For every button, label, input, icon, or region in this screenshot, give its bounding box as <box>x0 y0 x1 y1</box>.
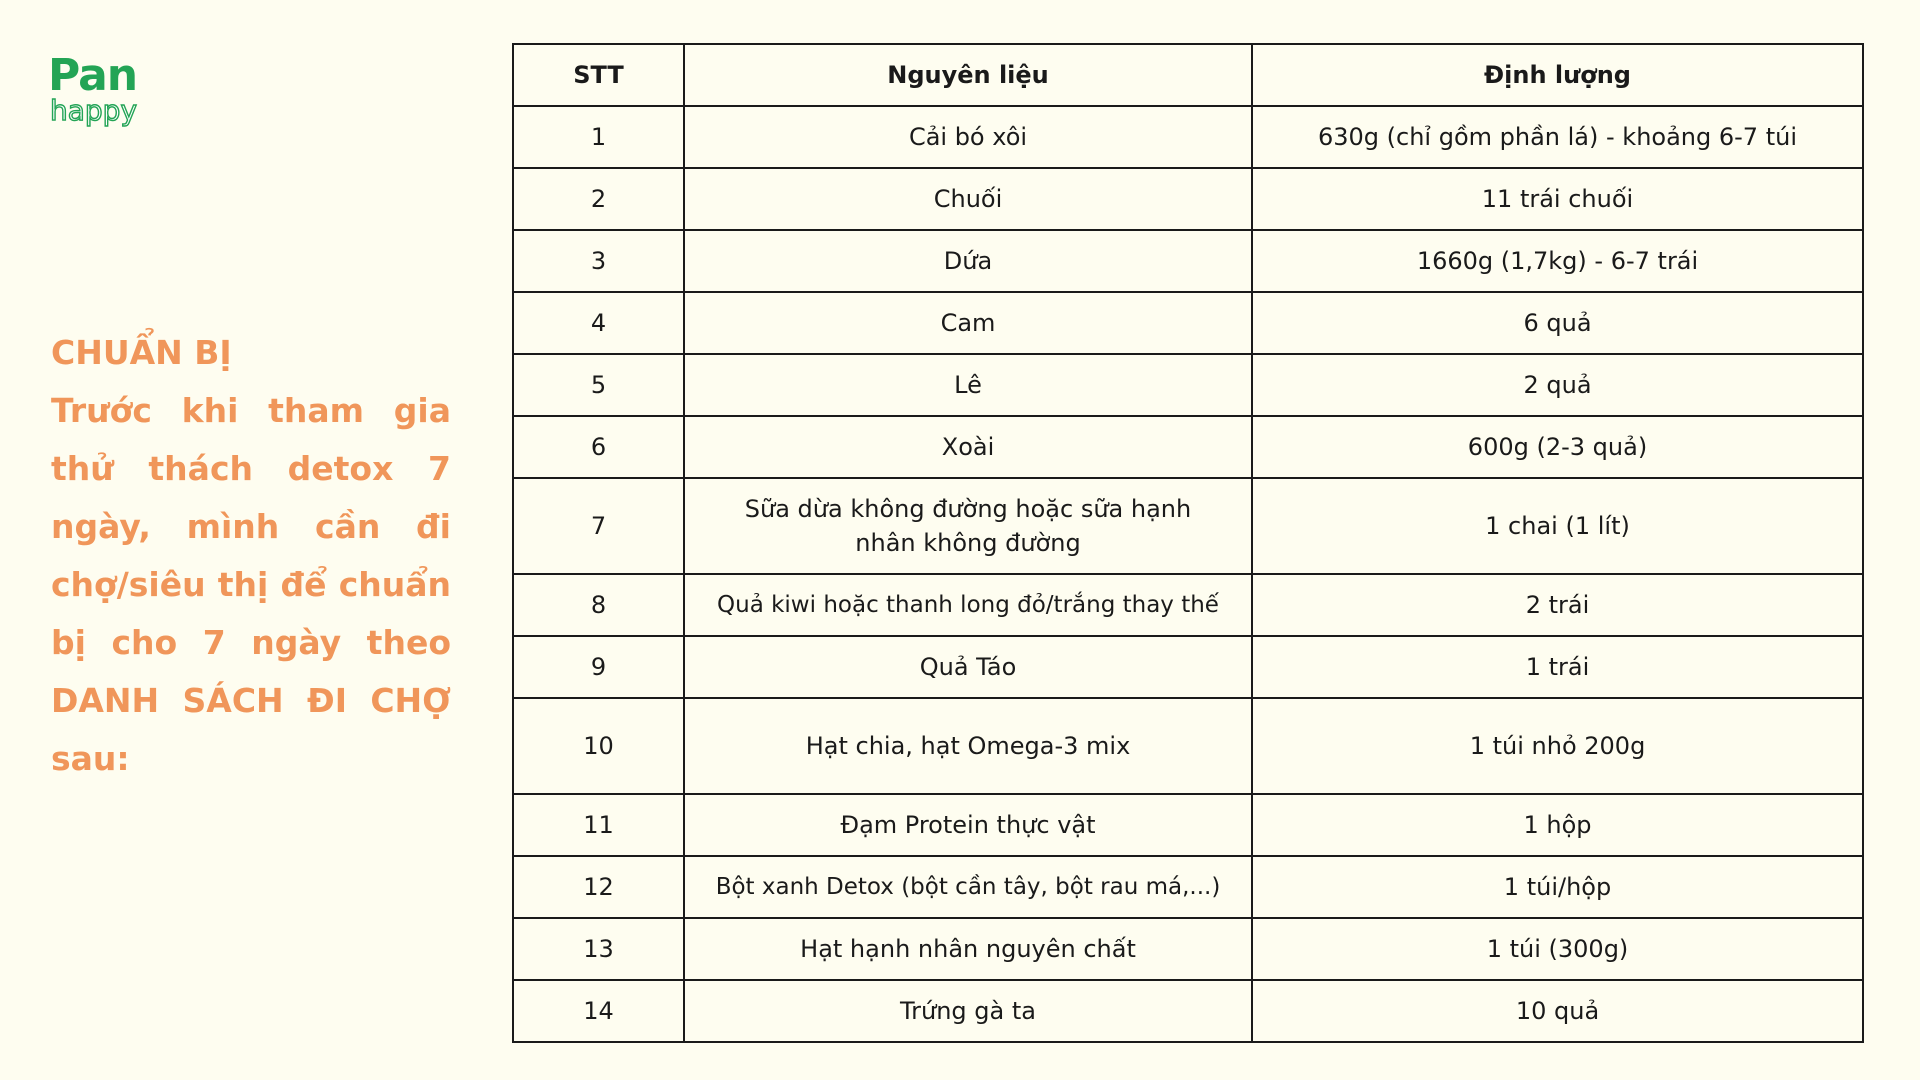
shopping-list-table <box>512 43 1864 1043</box>
cell-amount: 1 túi (300g) <box>1252 918 1863 980</box>
cell-ingredient: Chuối <box>684 168 1252 230</box>
cell-ingredient: Quả kiwi hoặc thanh long đỏ/trắng thay thế <box>684 574 1252 636</box>
brand-tagline: happy <box>50 94 138 127</box>
table-row <box>513 478 1863 574</box>
cell-stt: 2 <box>513 168 684 230</box>
brand-logo <box>48 50 168 130</box>
cell-amount: 630g (chỉ gồm phần lá) - khoảng 6-7 túi <box>1252 106 1863 168</box>
cell-amount: 600g (2-3 quả) <box>1252 416 1863 478</box>
cell-amount: 1 túi nhỏ 200g <box>1252 698 1863 794</box>
cell-stt: 7 <box>513 478 684 574</box>
header-stt: STT <box>513 44 684 106</box>
intro-body: Trước khi tham gia thử thách detox 7 ngày, mình cần đi chợ/siêu thị để chuẩn bị cho 7 ngày theo DANH SÁCH ĐI CHỢ sau: <box>51 391 451 778</box>
cell-ingredient: Sữa dừa không đường hoặc sữa hạnh nhân không đường <box>684 478 1252 574</box>
cell-amount: 1 hộp <box>1252 794 1863 856</box>
table-row <box>513 354 1863 416</box>
cell-ingredient: Cam <box>684 292 1252 354</box>
cell-ingredient: Cải bó xôi <box>684 106 1252 168</box>
cell-ingredient: Trứng gà ta <box>684 980 1252 1042</box>
cell-amount: 1660g (1,7kg) - 6-7 trái <box>1252 230 1863 292</box>
cell-amount: 2 quả <box>1252 354 1863 416</box>
cell-stt: 11 <box>513 794 684 856</box>
cell-ingredient: Lê <box>684 354 1252 416</box>
cell-stt: 6 <box>513 416 684 478</box>
cell-stt: 5 <box>513 354 684 416</box>
cell-stt: 8 <box>513 574 684 636</box>
cell-amount: 11 trái chuối <box>1252 168 1863 230</box>
table-row <box>513 106 1863 168</box>
cell-stt: 1 <box>513 106 684 168</box>
cell-amount: 1 trái <box>1252 636 1863 698</box>
table-header-row <box>513 44 1863 106</box>
table-row <box>513 980 1863 1042</box>
table-row <box>513 168 1863 230</box>
table-row <box>513 574 1863 636</box>
table-row <box>513 230 1863 292</box>
cell-stt: 10 <box>513 698 684 794</box>
table-row <box>513 698 1863 794</box>
table-row <box>513 416 1863 478</box>
cell-ingredient: Bột xanh Detox (bột cần tây, bột rau má,...) <box>684 856 1252 918</box>
cell-amount: 1 chai (1 lít) <box>1252 478 1863 574</box>
cell-stt: 12 <box>513 856 684 918</box>
intro-text <box>51 324 451 788</box>
cell-ingredient: Xoài <box>684 416 1252 478</box>
header-ingredient: Nguyên liệu <box>684 44 1252 106</box>
cell-stt: 14 <box>513 980 684 1042</box>
cell-stt: 3 <box>513 230 684 292</box>
table-row <box>513 794 1863 856</box>
intro-heading: CHUẨN BỊ <box>51 333 232 372</box>
table-row <box>513 856 1863 918</box>
brand-name: Pan <box>48 50 138 101</box>
cell-ingredient: Hạt hạnh nhân nguyên chất <box>684 918 1252 980</box>
cell-amount: 2 trái <box>1252 574 1863 636</box>
table-row <box>513 636 1863 698</box>
header-amount: Định lượng <box>1252 44 1863 106</box>
cell-ingredient: Dứa <box>684 230 1252 292</box>
cell-amount: 6 quả <box>1252 292 1863 354</box>
cell-ingredient: Hạt chia, hạt Omega-3 mix <box>684 698 1252 794</box>
cell-ingredient: Đạm Protein thực vật <box>684 794 1252 856</box>
cell-ingredient: Quả Táo <box>684 636 1252 698</box>
table-row <box>513 918 1863 980</box>
cell-stt: 13 <box>513 918 684 980</box>
table-row <box>513 292 1863 354</box>
cell-amount: 10 quả <box>1252 980 1863 1042</box>
cell-stt: 4 <box>513 292 684 354</box>
cell-amount: 1 túi/hộp <box>1252 856 1863 918</box>
cell-stt: 9 <box>513 636 684 698</box>
